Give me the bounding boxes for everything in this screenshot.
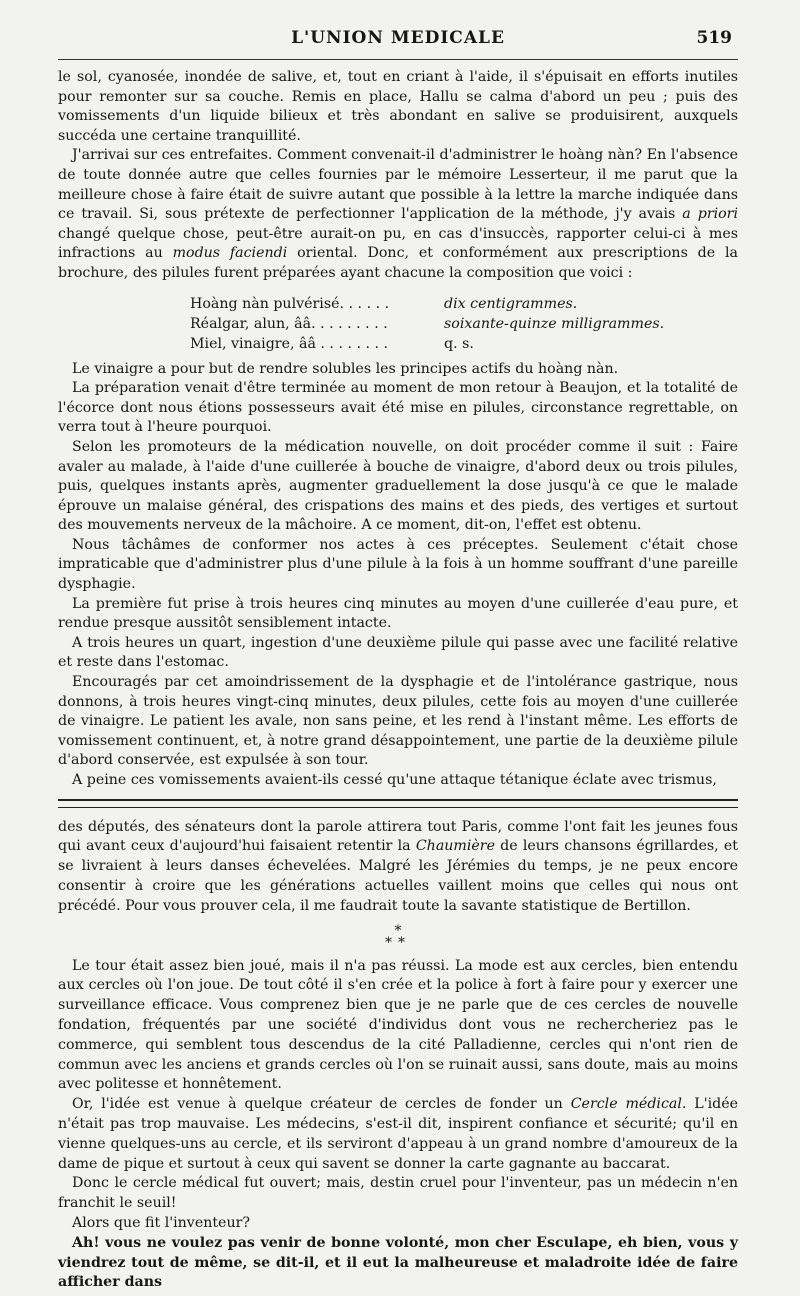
paragraph: le sol, cyanosée, inondée de salive, et, tout en criant à l'aide, il s'épuisait en efforts inutiles pour remonter sur sa couche. Remis en place, Hallu se calma d'abord un peu ; puis des vomissements d'un liquide bilieux et très abondant en salive se produisirent, auxquels succéda une certaine tranquillité. — [58, 69, 738, 144]
paragraph: La première fut prise à trois heures cinq minutes au moyen d'une cuillerée d'eau pure, et rendue presque aussitôt sensiblement intacte. — [58, 595, 738, 632]
paragraph: A peine ces vomissements avaient-ils cessé qu'une attaque tétanique éclate avec trismus, — [72, 772, 717, 788]
paragraph: Or, l'idée est venue à quelque créateur de cercles de fonder un Cercle médical. L'idée n'était pas trop mauvaise. Les médecins, s'est-il dit, inspirent confiance et sécurité; qu'il en vienne quelques-uns au cercle, et ils serviront d'appeau à un grand nombre d'amoureux de la dame de pique et surtout à ceux qui savent se donner la carte gagnante au baccarat. — [58, 1096, 739, 1172]
asterism-top: * — [394, 922, 402, 939]
asterism-bottom: ** — [385, 934, 411, 951]
paragraph: Encouragés par cet amoindrissement de la dysphagie et de l'intolérance gastrique, nous donnons, à trois heures vingt-cinq minutes, deux pilules, cette fois au moyen d'une cuillerée de vinaigre. Le patient les avale, non sans peine, et les rend à l'instant même. Les efforts de vomissement continuent, et, à notre grand désappointement, une partie de la deuxième pilule d'abord conservée, est expulsée à son tour. — [58, 674, 738, 769]
journal-title: L'UNION MEDICALE — [291, 28, 505, 48]
ingredient-name: Hoàng nàn pulvérisé. . . . . . — [190, 295, 390, 312]
composition-row — [190, 334, 738, 354]
page-number: 519 — [696, 28, 732, 48]
feuilleton-separator — [58, 799, 738, 808]
composition-row — [190, 294, 738, 314]
ingredient-name: Réalgar, alun, ââ. . . . . . . . . — [190, 315, 388, 332]
article-body — [58, 68, 738, 791]
paragraph: des députés, des sénateurs dont la parole attirera tout Paris, comme l'ont fait les jeunes fous qui avant ceux d'aujourd'hui faisaient retentir la Chaumière de leurs chansons égrillardes, et se livraient à leurs danses échevelées. Malgré les Jérémies du temps, je ne peux encore consentir à croire que les générations actuelles vaillent moins que celles qui nous ont précédé. Pour vous prouver cela, il me faudrait toute la savante statistique de Bertillon. — [58, 818, 738, 914]
paragraph: Selon les promoteurs de la médication nouvelle, on doit procéder comme il suit : Faire avaler au malade, à l'aide d'une cuillerée à bouche de vinaigre, d'abord deux ou trois pilules, puis, quelques instants après, augmenter graduellement la dose jusqu'à ce que le malade éprouve un malaise général, des crispations des mains et des pieds, des vertiges et surtout des mouvements nerveux de la mâchoire. A ce moment, dit-on, l'effet est obtenu. — [58, 438, 738, 534]
paragraph: Ah! vous ne voulez pas venir de bonne volonté, mon cher Esculape, eh bien, vous y viendrez tout de même, se dit-il, et il eut la malheureuse et maladroite idée de faire afficher dans — [58, 1234, 738, 1291]
paragraph: A trois heures un quart, ingestion d'une deuxième pilule qui passe avec une facilité relative et reste dans l'estomac. — [58, 634, 738, 671]
journal-page — [58, 22, 738, 1293]
running-head — [58, 22, 738, 60]
paragraph: Le tour était assez bien joué, mais il n'a pas réussi. La mode est aux cercles, bien entendu aux cercles où l'on joue. De tout côté il s'en crée et la police à fort à faire pour y exercer une surveillance efficace. Vous comprenez bien que je ne parle que de ces cercles de nouvelle fondation, fréquentés par une société d'individus dont vous ne rechercheriez pas le commerce, qui semblent tous descendus de la cité Palladienne, cercles qui n'ont rien de commun avec les anciens et grands cercles où l'on se ruinait aussi, sans doute, mais au moins avec politesse et honnêtement. — [58, 957, 738, 1093]
section-asterism — [58, 922, 738, 951]
feuilleton-body — [58, 818, 738, 1294]
paragraph: La préparation venait d'être terminée au moment de mon retour à Beaujon, et la totalité de l'écorce dont nous étions possesseurs avait été mise en pilules, circonstance regrettable, on verra tout à l'heure pourquoi. — [58, 380, 738, 436]
header-rule — [58, 59, 738, 60]
paragraph: Nous tâchâmes de conformer nos actes à ces préceptes. Seulement c'était chose impraticable que d'administrer plus d'une pilule à la fois à un homme souffrant d'une pareille dysphagie. — [58, 536, 738, 593]
ingredient-dose: q. s. — [444, 335, 474, 352]
ingredient-dose: soixante-quinze milligrammes. — [444, 315, 665, 332]
ingredient-dose: dix centigrammes. — [444, 295, 578, 312]
paragraph: Le vinaigre a pour but de rendre solubles les principes actifs du hoàng nàn. — [72, 360, 619, 377]
paragraph: Alors que fit l'inventeur? — [72, 1214, 250, 1231]
paragraph: Donc le cercle médical fut ouvert; mais, destin cruel pour l'inventeur, pas un médecin n'en franchit le seuil! — [58, 1175, 738, 1212]
ingredient-name: Miel, vinaigre, ââ . . . . . . . . — [190, 335, 389, 352]
composition-row — [190, 314, 738, 334]
paragraph: J'arrivai sur ces entrefaites. Comment convenait-il d'administrer le hoàng nàn? En l'absence de toute donnée autre que celles fournies par le mémoire Lesserteur, il me parut que la meilleure chose à faire était de suivre autant que possible à la lettre la marche indiquée dans ce travail. Si, sous prétexte de perfectionner l'application de la méthode, j'y avais a priori changé quelque chose, peut-être aurait-on pu, en cas d'insuccès, rapporter celui-ci à mes infractions au modus faciendi oriental. Donc, et conformément aux prescriptions de la brochure, des pilules furent préparées ayant chacune la composition que voici : — [58, 147, 738, 281]
pill-composition — [190, 294, 738, 354]
